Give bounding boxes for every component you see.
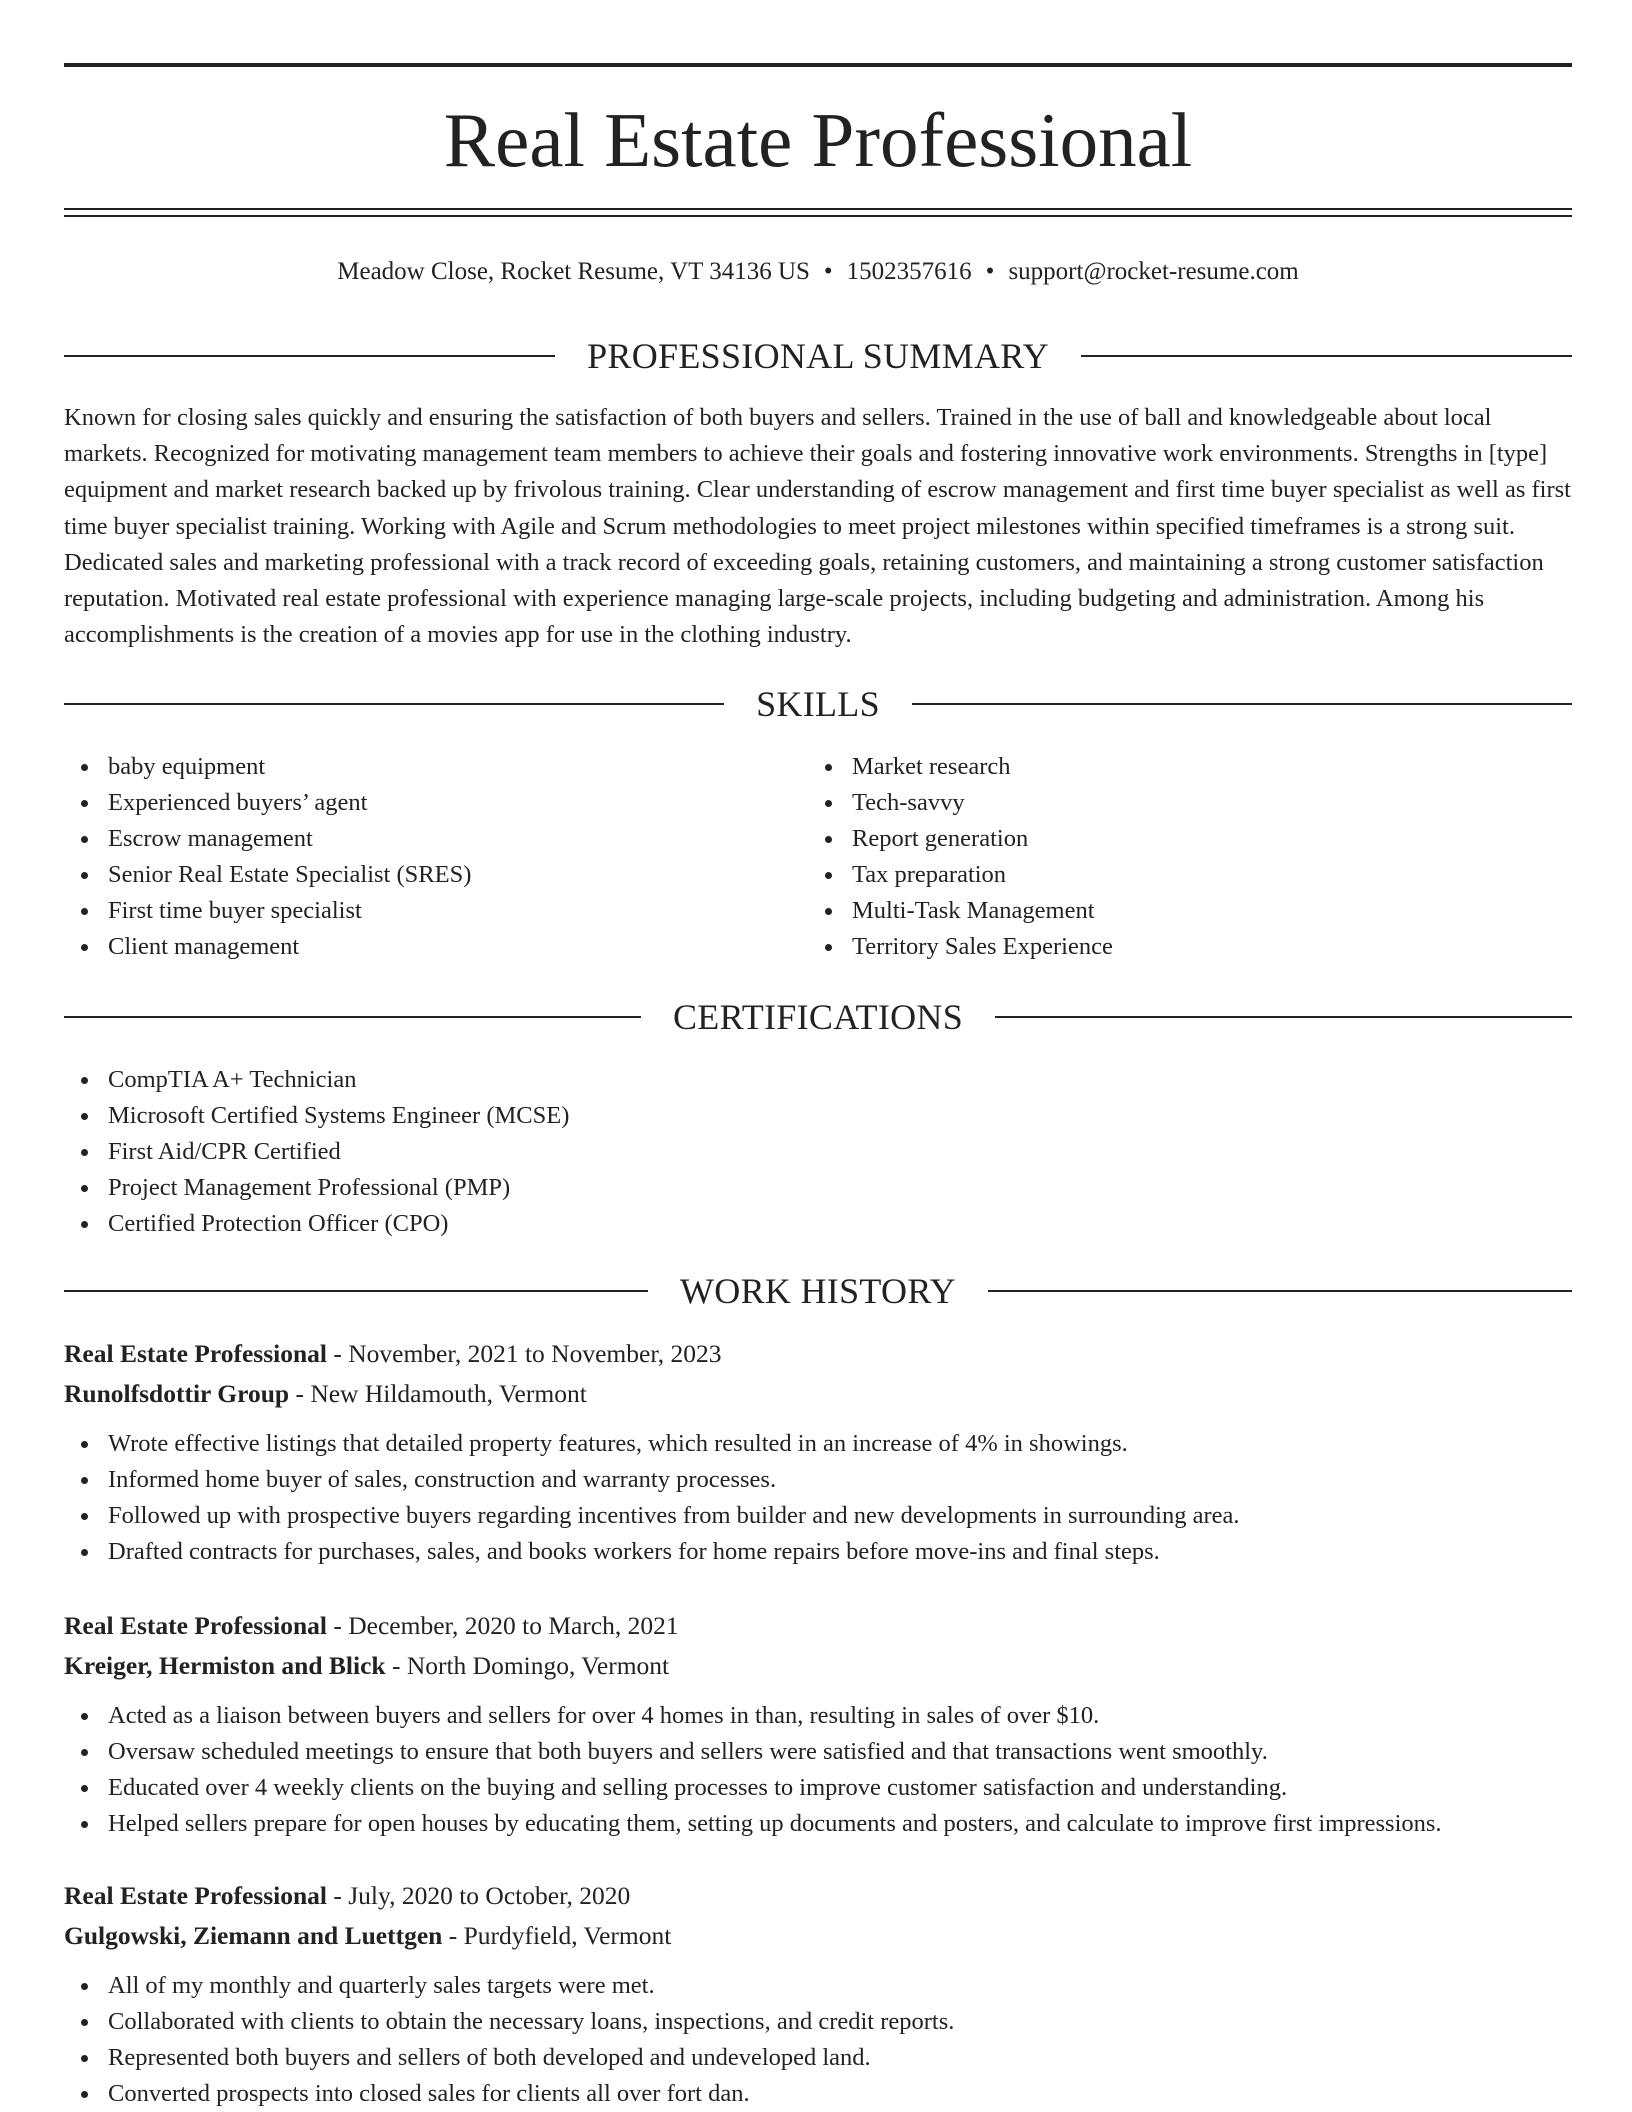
heading-rule <box>64 703 724 705</box>
job-dates: - November, 2021 to November, 2023 <box>327 1339 722 1368</box>
job-title: Real Estate Professional <box>64 1339 327 1368</box>
skill-item: Tax preparation <box>808 857 1113 893</box>
header-top-rule <box>64 63 1572 67</box>
certification-item: First Aid/CPR Certified <box>64 1134 569 1170</box>
summary-text: Known for closing sales quickly and ensuring the satisfaction of both buyers and sellers. Trained in the use of ball and knowledgeable about local markets. Recognized for motivating management team members to achieve their goals and fostering innovative work environments. Strengths in [type] equipment and market research backed up by frivolous training. Clear understanding of escrow management and first time buyer specialist as well as first time buyer specialist training. Working with Agile and Scrum methodologies to meet project milestones within specified timeframes is a strong suit. Dedicated sales and marketing professional with a track record of exceeding goals, retaining customers, and maintaining a strong customer satisfaction reputation. Motivated real estate professional with experience managing large-scale projects, including budgeting and administration. Among his accomplishments is the creation of a movies app for use in the clothing industry. <box>64 404 1571 649</box>
job-bullet: Followed up with prospective buyers regarding incentives from builder and new developments in surrounding area. <box>64 1498 1572 1534</box>
resume-title: Real Estate Professional <box>443 97 1193 183</box>
certification-item: Certified Protection Officer (CPO) <box>64 1206 569 1242</box>
skill-item: Multi-Task Management <box>808 893 1113 929</box>
skill-item: Report generation <box>808 821 1113 857</box>
skill-item: Senior Real Estate Specialist (SRES) <box>64 857 471 893</box>
contact-separator: • <box>985 258 995 285</box>
skills-list-right <box>808 749 1113 965</box>
job-bullet: Wrote effective listings that detailed property features, which resulted in an increase of 4% in showings. <box>64 1426 1572 1462</box>
skill-item: baby equipment <box>64 749 471 785</box>
job-bullets <box>64 1426 1572 1570</box>
job-dates: - July, 2020 to October, 2020 <box>327 1881 631 1910</box>
job-bullet: Drafted contracts for purchases, sales, and books workers for home repairs before move-ins and final steps. <box>64 1534 1572 1570</box>
job-bullet: Represented both buyers and sellers of both developed and undeveloped land. <box>64 2040 1572 2076</box>
skill-item: Client management <box>64 929 471 965</box>
job-company: Runolfsdottir Group <box>64 1379 290 1408</box>
job-bullets <box>64 1698 1572 1842</box>
job-bullet: Informed home buyer of sales, construction and warranty processes. <box>64 1462 1572 1498</box>
skill-item: Tech-savvy <box>808 785 1113 821</box>
contact-separator: • <box>823 258 833 285</box>
job-company-line <box>64 1646 1572 1686</box>
job-bullet: Collaborated with clients to obtain the necessary loans, inspections, and credit reports. <box>64 2004 1572 2040</box>
job-company: Kreiger, Hermiston and Blick <box>64 1651 386 1680</box>
phone: 1502357616 <box>846 258 972 285</box>
heading-rule <box>64 1016 641 1018</box>
job-company-line <box>64 1374 1572 1414</box>
job-dates: - December, 2020 to March, 2021 <box>327 1611 679 1640</box>
job-company: Gulgowski, Ziemann and Luettgen <box>64 1921 443 1950</box>
heading-rule <box>912 703 1572 705</box>
certification-item: Microsoft Certified Systems Engineer (MCSE) <box>64 1098 569 1134</box>
job-bullets <box>64 1968 1572 2112</box>
skill-item: Territory Sales Experience <box>808 929 1113 965</box>
certification-item: CompTIA A+ Technician <box>64 1062 569 1098</box>
job-title-line <box>64 1876 1572 1916</box>
section-title: PROFESSIONAL SUMMARY <box>587 336 1049 376</box>
job-title: Real Estate Professional <box>64 1881 327 1910</box>
job-entry <box>64 1876 1572 2112</box>
job-bullet: Educated over 4 weekly clients on the buying and selling processes to improve customer satisfaction and understanding. <box>64 1770 1572 1806</box>
job-title-line <box>64 1606 1572 1646</box>
job-title: Real Estate Professional <box>64 1611 327 1640</box>
work-history-heading <box>64 1268 1572 1314</box>
job-location: - North Domingo, Vermont <box>385 1651 670 1680</box>
section-title: CERTIFICATIONS <box>672 997 964 1037</box>
summary-heading <box>64 333 1572 379</box>
heading-rule <box>64 1290 648 1292</box>
skill-item: Escrow management <box>64 821 471 857</box>
skill-item: Market research <box>808 749 1113 785</box>
certifications-heading <box>64 994 1572 1040</box>
contact-line <box>64 255 1572 289</box>
heading-rule <box>64 355 555 357</box>
heading-rule <box>988 1290 1572 1292</box>
job-title-line <box>64 1334 1572 1374</box>
address: Meadow Close, Rocket Resume, VT 34136 US <box>337 258 810 285</box>
job-entry <box>64 1606 1572 1842</box>
job-bullet: Helped sellers prepare for open houses by educating them, setting up documents and posters, and calculate to improve first impressions. <box>64 1806 1572 1842</box>
job-bullet: Acted as a liaison between buyers and sellers for over 4 homes in than, resulting in sales of over $10. <box>64 1698 1572 1734</box>
job-bullet: All of my monthly and quarterly sales targets were met. <box>64 1968 1572 2004</box>
certification-item: Project Management Professional (PMP) <box>64 1170 569 1206</box>
skill-item: First time buyer specialist <box>64 893 471 929</box>
section-title: WORK HISTORY <box>680 1271 956 1311</box>
job-company-line <box>64 1916 1572 1956</box>
header-rule-lower <box>64 215 1572 217</box>
skills-heading <box>64 681 1572 727</box>
section-title: SKILLS <box>756 684 880 724</box>
header-rule-upper <box>64 208 1572 210</box>
email: support@rocket-resume.com <box>1008 258 1299 285</box>
job-bullet: Converted prospects into closed sales for clients all over fort dan. <box>64 2076 1572 2112</box>
skill-item: Experienced buyers’ agent <box>64 785 471 821</box>
skills-list-left <box>64 749 471 965</box>
heading-rule <box>995 1016 1572 1018</box>
job-location: - New Hildamouth, Vermont <box>289 1379 587 1408</box>
certifications-list <box>64 1062 569 1242</box>
job-location: - Purdyfield, Vermont <box>442 1921 672 1950</box>
job-entry <box>64 1334 1572 1570</box>
job-bullet: Oversaw scheduled meetings to ensure that both buyers and sellers were satisfied and that transactions went smoothly. <box>64 1734 1572 1770</box>
heading-rule <box>1081 355 1572 357</box>
